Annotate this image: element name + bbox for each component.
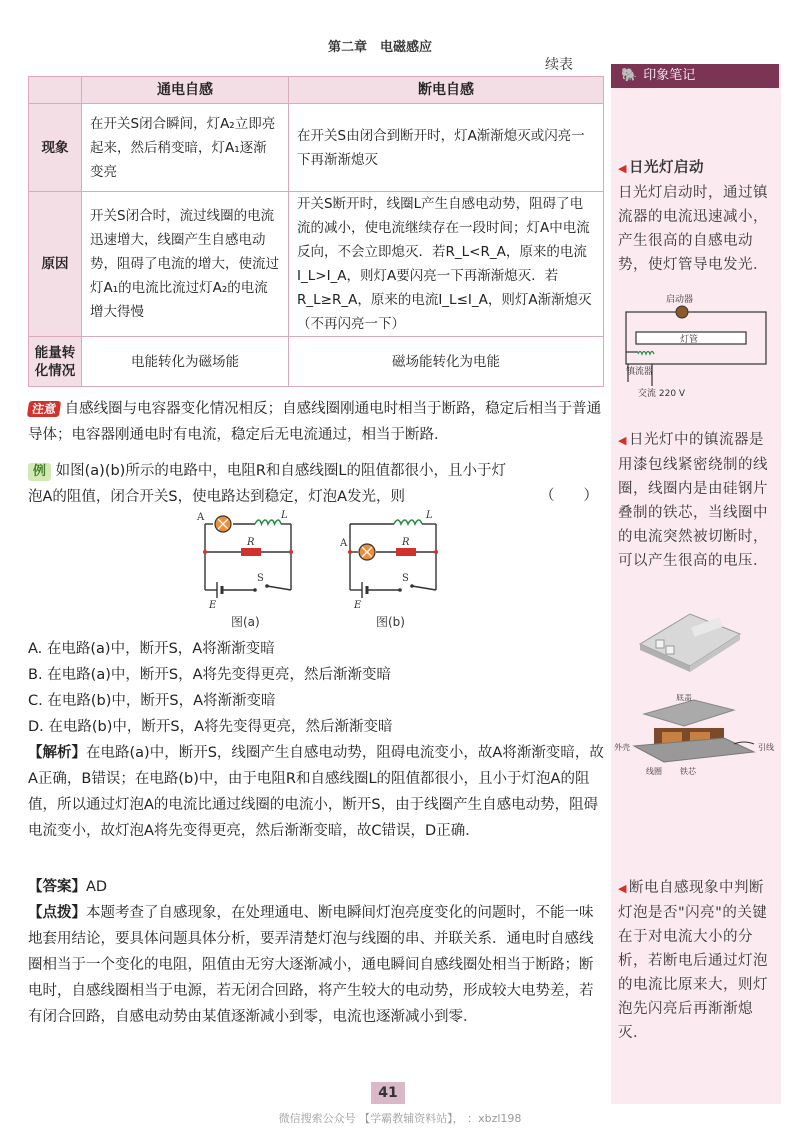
- table-header-blank: [29, 77, 82, 104]
- label-switch: S: [402, 573, 409, 584]
- option-a: A. 在电路(a)中，断开S，A将渐渐变暗: [28, 641, 275, 657]
- label-ballast: 镇流器: [626, 367, 654, 377]
- analysis-block: [28, 740, 604, 844]
- fluorescent-circuit-diagram: [618, 292, 776, 402]
- label-switch: S: [257, 573, 264, 584]
- sidebar-title: 印象笔记: [643, 68, 696, 83]
- triangle-marker-icon: ◀: [618, 434, 627, 447]
- label-core: 铁芯: [680, 767, 696, 776]
- circuit-figure-a: [195, 510, 305, 630]
- analysis-tag: 【解析】: [28, 745, 86, 761]
- tip-text: 本题考查了自感现象，在处理通电、断电瞬间灯泡亮度变化的问题时，不能一味地套用结论，要具体问题具体分析，要弄清楚灯泡与线圈的串、并联关系．通电时自感线圈相当于一个变化的电阻，阻值由无穷大逐渐减小，通电瞬间自感线圈处相当于断路；断电时，自感线圈相当于电源，若无闭合回路，将产生较大的电动势，形成较大电势差，若有闭合回路，自感电动势由某值逐渐减小到零，电流也逐渐减小到零．: [28, 905, 594, 1025]
- coil-icon: [394, 520, 422, 524]
- analysis-text: 在电路(a)中，断开S，线圈产生自感电动势，阻碍电流变小，故A将渐渐变暗，故A正确，B错误；在电路(b)中，由于电阻R和自感线圈L的阻值都很小，且小于灯泡A的阻值，所以通过灯泡A的电流比通过线圈的电流小，断开S，由于线圈产生自感电动势，阻碍电流变小，故灯泡A将先变得更亮，然后渐渐变暗，故C错误，D正确．: [28, 745, 604, 839]
- sidebar-note-1: [618, 156, 774, 277]
- option-c: C. 在电路(b)中，断开S，A将渐渐变暗: [28, 693, 276, 709]
- tip-block: [28, 900, 604, 1030]
- table-header-row: [29, 77, 604, 104]
- label-resistor: R: [402, 537, 410, 548]
- coil-icon: [255, 520, 281, 524]
- attention-badge: 注意: [27, 401, 61, 417]
- ballast-photo: [630, 604, 750, 674]
- continued-label: 续表: [545, 57, 573, 73]
- cell-off: 开关S断开时，线圈L产生自感电动势，阻碍了电流的减小，使电流继续存在一段时间；灯A中电流反向，不会立即熄灭．若R_L<R_A，原来的电流I_L>I_A，则灯A要闪亮一下再渐渐熄灭．若R_L≥R_A，原来的电流I_L≤I_A，则灯A渐渐熄灭（不再闪亮一下）: [289, 192, 604, 337]
- figure-a-caption: 图(a): [231, 615, 260, 629]
- table-row: [29, 337, 604, 387]
- example-stem: [28, 458, 518, 510]
- cell-on: 在开关S闭合瞬间，灯A₂立即亮起来，然后稍变暗，灯A₁逐渐变亮: [82, 104, 289, 192]
- option-b: B. 在电路(a)中，断开S，A将先变得更亮，然后渐渐变暗: [28, 667, 391, 683]
- cell-on: 电能转化为磁场能: [82, 337, 289, 387]
- label-ac: 交流 220 V: [638, 389, 686, 399]
- row-label: 能量转化情况: [29, 337, 82, 387]
- sidebar-note-2: [618, 428, 774, 573]
- note1-text: 日光灯启动时，通过镇流器的电流迅速减小，产生很高的自感电动势，使灯管导电发光．: [618, 185, 768, 273]
- label-emf: E: [209, 600, 217, 611]
- triangle-marker-icon: ◀: [618, 882, 627, 895]
- resistor-icon: [396, 548, 416, 556]
- cell-off: 磁场能转化为电能: [289, 337, 604, 387]
- example-stem-text: 如图(a)(b)所示的电路中，电阻R和自感线圈L的阻值都很小，且小于灯泡A的阻值，闭合开关S，使电路达到稳定，灯泡A发光，则: [28, 463, 506, 505]
- label-tube: 灯管: [680, 335, 699, 345]
- note3-text: 断电自感现象中判断灯泡是否"闪亮"的关键在于对电流大小的分析，若断电后通过灯泡的电流比原来大，则灯泡先闪亮后再渐渐熄灭．: [618, 880, 768, 1041]
- label-cover: 底盖: [676, 694, 692, 702]
- elephant-icon: 🐘: [621, 68, 638, 83]
- attention-text: 自感线圈与电容器变化情况相反；自感线圈刚通电时相当于断路，稳定后相当于普通导体；电容器刚通电时有电流，稳定后无电流通过，相当于断路．: [28, 401, 602, 443]
- figure-b-caption: 图(b): [376, 615, 405, 629]
- label-lead: 引线: [758, 743, 774, 752]
- answer-text: AD: [86, 879, 108, 895]
- table-row: [29, 104, 604, 192]
- self-induction-table: [28, 76, 604, 387]
- label-coil: L: [281, 510, 288, 521]
- watermark: 微信搜索公众号 【学霸教辅资料站】， ：xbzl198: [278, 1112, 522, 1125]
- table-header-on: 通电自感: [82, 77, 289, 104]
- starter-icon: [676, 306, 688, 318]
- label-starter: 启动器: [666, 295, 694, 305]
- example-badge: 例: [28, 463, 51, 481]
- triangle-marker-icon: ◀: [618, 162, 627, 175]
- option-d: D. 在电路(b)中，断开S，A将先变得更亮，然后渐渐变暗: [28, 719, 393, 735]
- answer-blank: （ ）: [540, 488, 598, 504]
- label-shell: 外壳: [614, 743, 630, 752]
- row-label: 原因: [29, 192, 82, 337]
- ballast-coil-icon: [638, 352, 654, 355]
- tip-tag: 【点拨】: [28, 905, 86, 921]
- row-label: 现象: [29, 104, 82, 192]
- label-resistor: R: [247, 537, 255, 548]
- table-row: [29, 192, 604, 337]
- label-coil: 线圈: [646, 767, 662, 776]
- note2-text: 日光灯中的镇流器是用漆包线紧密绕制的线圈，线圈内是由硅钢片叠制的铁芯，当线圈中的电流突然被切断时，可以产生很高的电压．: [618, 432, 768, 569]
- attention-note: [28, 396, 604, 448]
- circuit-figure-b: [340, 510, 450, 630]
- cell-off: 在开关S由闭合到断开时，灯A渐渐熄灭或闪亮一下再渐渐熄灭: [289, 104, 604, 192]
- answer-tag: 【答案】: [28, 879, 86, 895]
- label-coil: L: [426, 510, 433, 521]
- page-number: 41: [371, 1082, 405, 1104]
- sidebar-header: [611, 64, 779, 88]
- table-header-off: 断电自感: [289, 77, 604, 104]
- ballast-exploded-diagram: [614, 694, 782, 780]
- sidebar-note-3: [618, 876, 774, 1045]
- cell-on: 开关S闭合时，流过线圈的电流迅速增大，线圈产生自感电动势，阻碍了电流的增大，使流过灯A₁的电流比流过灯A₂的电流增大得慢: [82, 192, 289, 337]
- chapter-header: 第二章 电磁感应: [327, 40, 432, 55]
- resistor-icon: [241, 548, 261, 556]
- label-emf: E: [354, 600, 362, 611]
- note1-title: 日光灯启动: [628, 160, 704, 176]
- label-lamp: A: [197, 512, 205, 523]
- label-lamp: A: [340, 538, 348, 549]
- answer-block: [28, 874, 604, 900]
